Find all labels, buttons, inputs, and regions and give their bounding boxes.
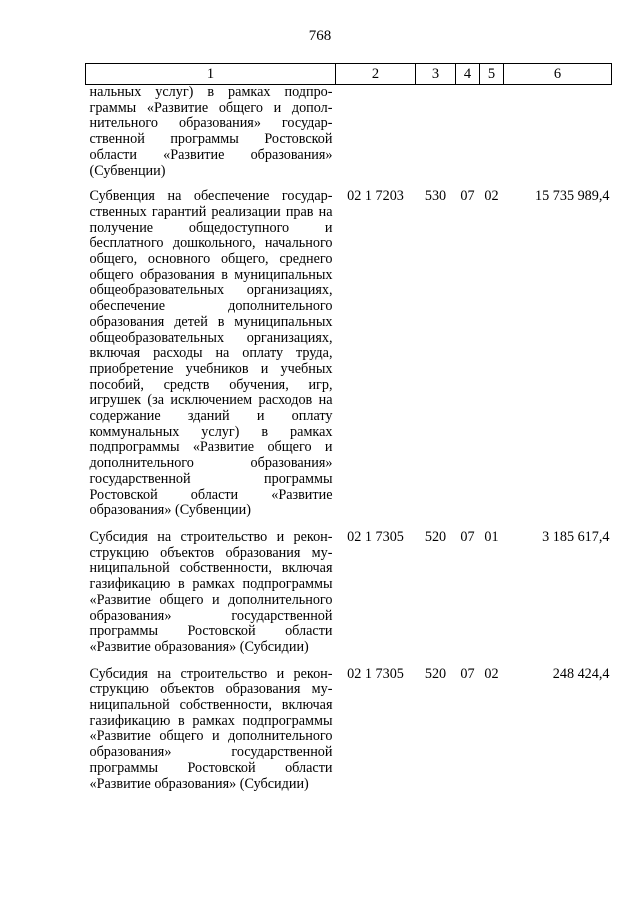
page-number: 768: [308, 28, 332, 44]
row-code: 02 1 7305: [347, 528, 404, 545]
row-section: 07: [460, 665, 475, 682]
column-header-4: 4: [456, 64, 480, 85]
row-amount: 3 185 617,4: [542, 528, 610, 545]
column-header-2: 2: [336, 64, 416, 85]
row-subsection: 02: [484, 188, 499, 205]
row-subsection: 01: [484, 528, 499, 545]
table-row: [86, 85, 612, 190]
row-subsection: [480, 85, 504, 190]
row-code: 02 1 7203: [347, 188, 404, 205]
row-description: нальных услуг) в рамках подпрограммы «Развитие общего и дополнительного образования» государственной программы Ростовской области «Развитие образования» (Субвенции): [89, 84, 333, 179]
row-amount: 248 424,4: [552, 665, 610, 682]
row-amount: [504, 85, 612, 190]
table-row: [86, 667, 612, 804]
column-header-1: 1: [86, 64, 336, 85]
row-description: Субсидия на строительство и реконструкцию объектов образования муниципальной собственности, включая газификацию в рамках подпрограммы «Развитие общего и дополнительного образования» государственной программы Ростовской области «Развитие образования» (Субсидии): [89, 665, 333, 792]
budget-table: [85, 63, 612, 803]
table-header-row: [86, 64, 612, 85]
row-section: 07: [460, 188, 475, 205]
column-header-5: 5: [480, 64, 504, 85]
row-description: Субвенция на обеспечение государственных гарантий реализации прав на получение общедоступного и бесплатного дошкольного, начального общего, основного общего, среднего общего образования в муниципальных общеобразовательных организациях, обеспечение дополнительного образования детей в муниципальных общеобразовательных организациях, включая расходы на оплату труда, приобретение учебников и учебных пособий, средств обучения, игр, игрушек (за исключением расходов на содержание зданий и оплату коммунальных услуг) в рамках подпрограммы «Развитие общего и дополнительного образования» государственной программы Ростовской области «Развитие образования» (Субвенции): [89, 188, 333, 519]
table-row: [86, 530, 612, 667]
row-section: 07: [460, 528, 475, 545]
column-header-3: 3: [416, 64, 456, 85]
row-type: 530: [424, 188, 447, 205]
column-header-6: 6: [504, 64, 612, 85]
table-row: [86, 189, 612, 530]
row-section: [456, 85, 480, 190]
row-code: 02 1 7305: [347, 665, 404, 682]
row-subsection: 02: [484, 665, 499, 682]
row-code: [336, 85, 416, 190]
row-type: [416, 85, 456, 190]
row-type: 520: [424, 665, 447, 682]
row-amount: 15 735 989,4: [535, 188, 610, 205]
row-description: Субсидия на строительство и реконструкцию объектов образования муниципальной собственности, включая газификацию в рамках подпрограммы «Развитие общего и дополнительного образования» государственной программы Ростовской области «Развитие образования» (Субсидии): [89, 528, 333, 655]
row-type: 520: [424, 528, 447, 545]
